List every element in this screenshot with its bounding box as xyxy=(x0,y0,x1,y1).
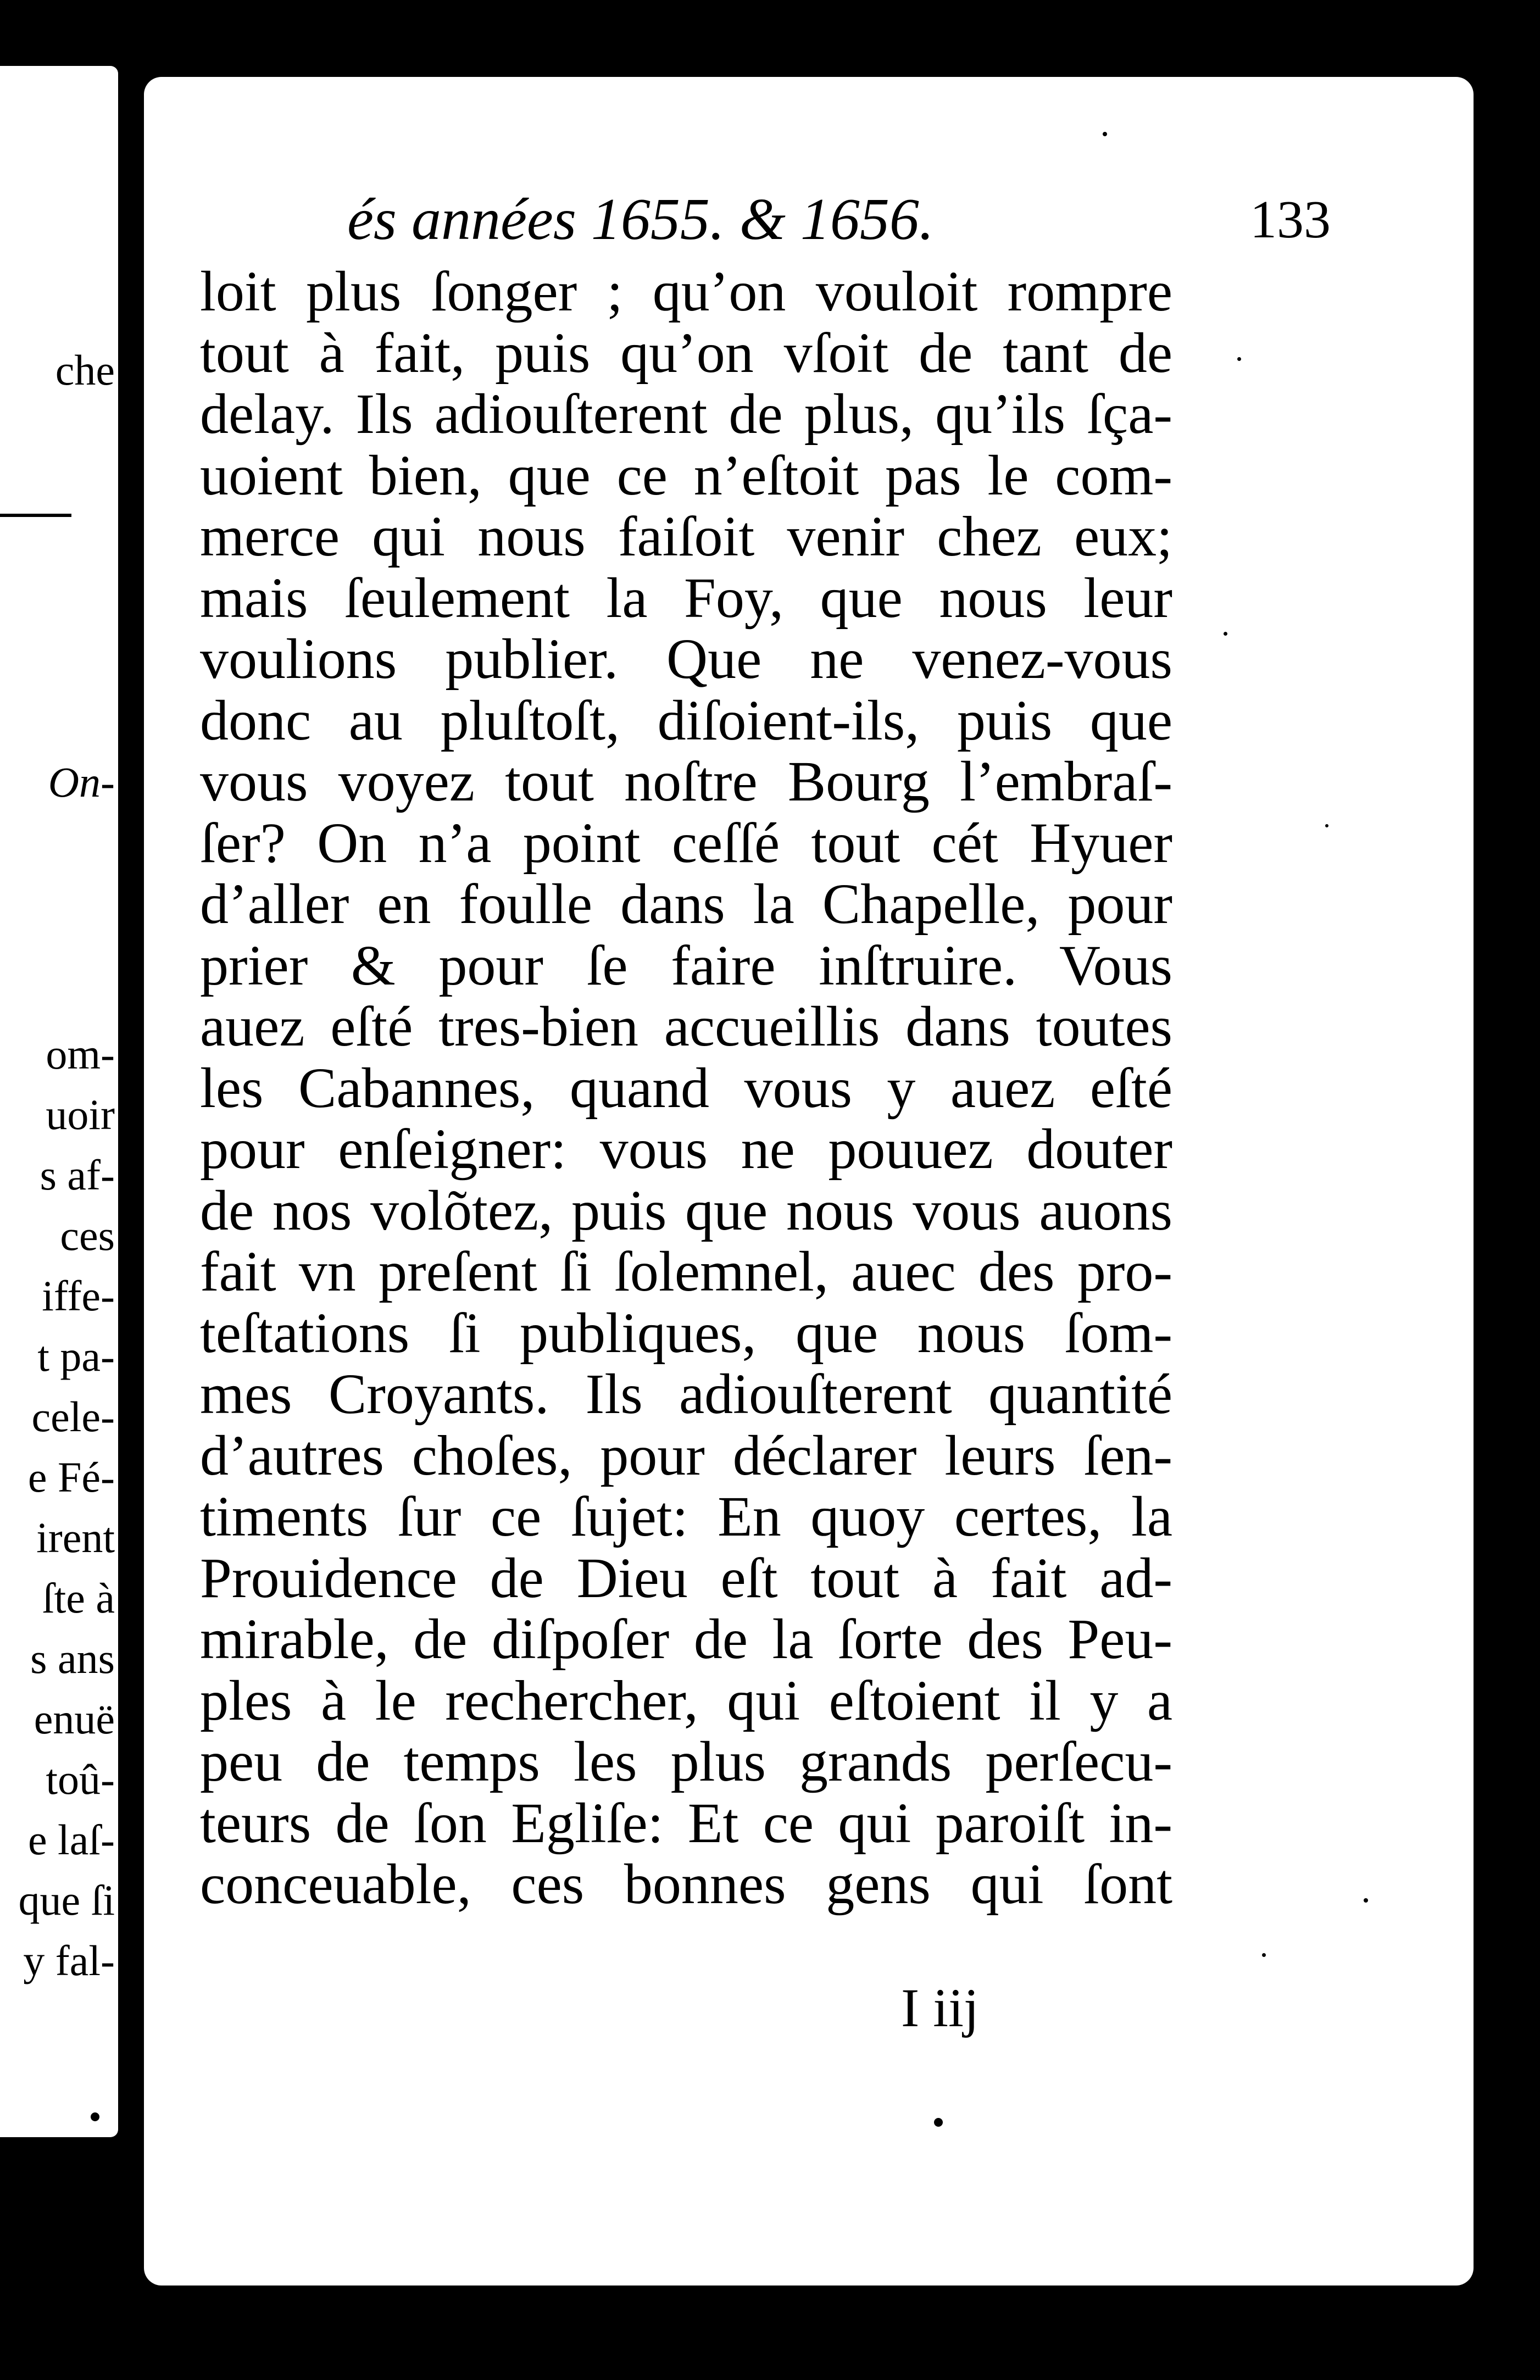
previous-page-fragment: s af- xyxy=(40,1151,115,1199)
text-line: d’aller en foulle dans la Chapelle, pour xyxy=(200,872,1172,936)
text-line: fait vn preſent ſi ſolemnel, auec des pro- xyxy=(200,1240,1172,1303)
scan-speck xyxy=(1262,1953,1266,1957)
previous-page-fragment: uoir xyxy=(46,1091,115,1138)
previous-page-fragment: ces xyxy=(60,1211,115,1259)
text-line: d’autres choſes, pour déclarer leurs ſen- xyxy=(200,1423,1172,1487)
scan-speck xyxy=(1224,632,1227,636)
text-line: mes Croyants. Ils adiouſterent quantité xyxy=(200,1363,1172,1426)
text-line: ples à le rechercher, qui eſtoient il y a xyxy=(200,1669,1172,1732)
previous-page-fragment: iffe- xyxy=(42,1272,115,1320)
running-head-title: és années 1655. & 1656. xyxy=(347,187,934,252)
ink-dot xyxy=(934,2118,943,2127)
signature-mark: I iij xyxy=(901,1977,979,2038)
previous-page-fragment: enuë xyxy=(34,1695,115,1743)
previous-page-fragment: s ans xyxy=(30,1634,115,1682)
previous-page-fragment: e Fé- xyxy=(27,1453,115,1501)
previous-page-fragment: y fal- xyxy=(23,1937,115,1984)
text-line: de nos volõtez, puis que nous vous auons xyxy=(200,1178,1172,1242)
scan-speck xyxy=(1325,824,1328,827)
previous-page-fragment: cele- xyxy=(31,1393,115,1441)
text-line: auez eſté tres-bien accueillis dans toutes xyxy=(200,995,1172,1058)
text-line: delay. Ils adiouſterent de plus, qu’ils ſça- xyxy=(200,382,1172,446)
text-line: peu de temps les plus grands perſecu- xyxy=(200,1730,1172,1793)
text-line: ſer? On n’a point ceſſé tout cét Hyuer xyxy=(200,811,1172,875)
text-line: uoient bien, que ce n’eſtoit pas le com- xyxy=(200,443,1172,507)
text-line: teſtations ſi publiques, que nous ſom- xyxy=(200,1301,1172,1365)
previous-page-fragment: irent xyxy=(36,1514,115,1561)
text-line: timents ſur ce ſujet: En quoy certes, la xyxy=(200,1485,1172,1548)
section-rule xyxy=(0,514,71,517)
page-number: 133 xyxy=(1250,190,1331,249)
text-line: donc au pluſtoſt, diſoient-ils, puis que xyxy=(200,688,1172,752)
ink-dot xyxy=(91,2112,99,2121)
book-page xyxy=(144,77,1474,2286)
previous-page-fragment: ſte à xyxy=(42,1574,115,1622)
previous-page-fragment: On- xyxy=(48,758,115,806)
running-head xyxy=(347,184,1331,255)
previous-page-fragment: om- xyxy=(46,1030,115,1078)
text-line: teurs de ſon Egliſe: Et ce qui paroiſt in- xyxy=(200,1791,1172,1855)
scan-speck xyxy=(1364,1898,1368,1903)
previous-page-fragment: t pa- xyxy=(37,1332,115,1380)
text-line: conceuable, ces bonnes gens qui ſont xyxy=(200,1853,1172,1916)
scan-speck xyxy=(1103,132,1107,136)
text-line: pour enſeigner: vous ne pouuez douter xyxy=(200,1117,1172,1181)
previous-page-fragment: que ſi xyxy=(18,1876,115,1924)
text-line: Prouidence de Dieu eſt tout à fait ad- xyxy=(200,1546,1172,1610)
text-line: mirable, de diſpoſer de la ſorte des Peu- xyxy=(200,1608,1172,1671)
previous-page-fragment: e laſ- xyxy=(27,1816,115,1864)
previous-page-fragment: toû- xyxy=(46,1755,115,1803)
text-line: voulions publier. Que ne venez-vous xyxy=(200,627,1172,691)
text-line: prier & pour ſe faire inſtruire. Vous xyxy=(200,933,1172,997)
text-line: vous voyez tout noſtre Bourg l’embraſ- xyxy=(200,750,1172,813)
scan-speck xyxy=(1237,357,1241,361)
text-line: mais ſeulement la Foy, que nous leur xyxy=(200,566,1172,630)
previous-page-fragment: che xyxy=(55,346,115,394)
body-text xyxy=(200,261,1172,1915)
text-line: loit plus ſonger ; qu’on vouloit rompre xyxy=(200,260,1172,323)
previous-page-edge xyxy=(0,66,118,2137)
text-line: tout à fait, puis qu’on vſoit de tant de xyxy=(200,321,1172,385)
text-line: merce qui nous faiſoit venir chez eux; xyxy=(200,505,1172,568)
text-line: les Cabannes, quand vous y auez eſté xyxy=(200,1056,1172,1120)
